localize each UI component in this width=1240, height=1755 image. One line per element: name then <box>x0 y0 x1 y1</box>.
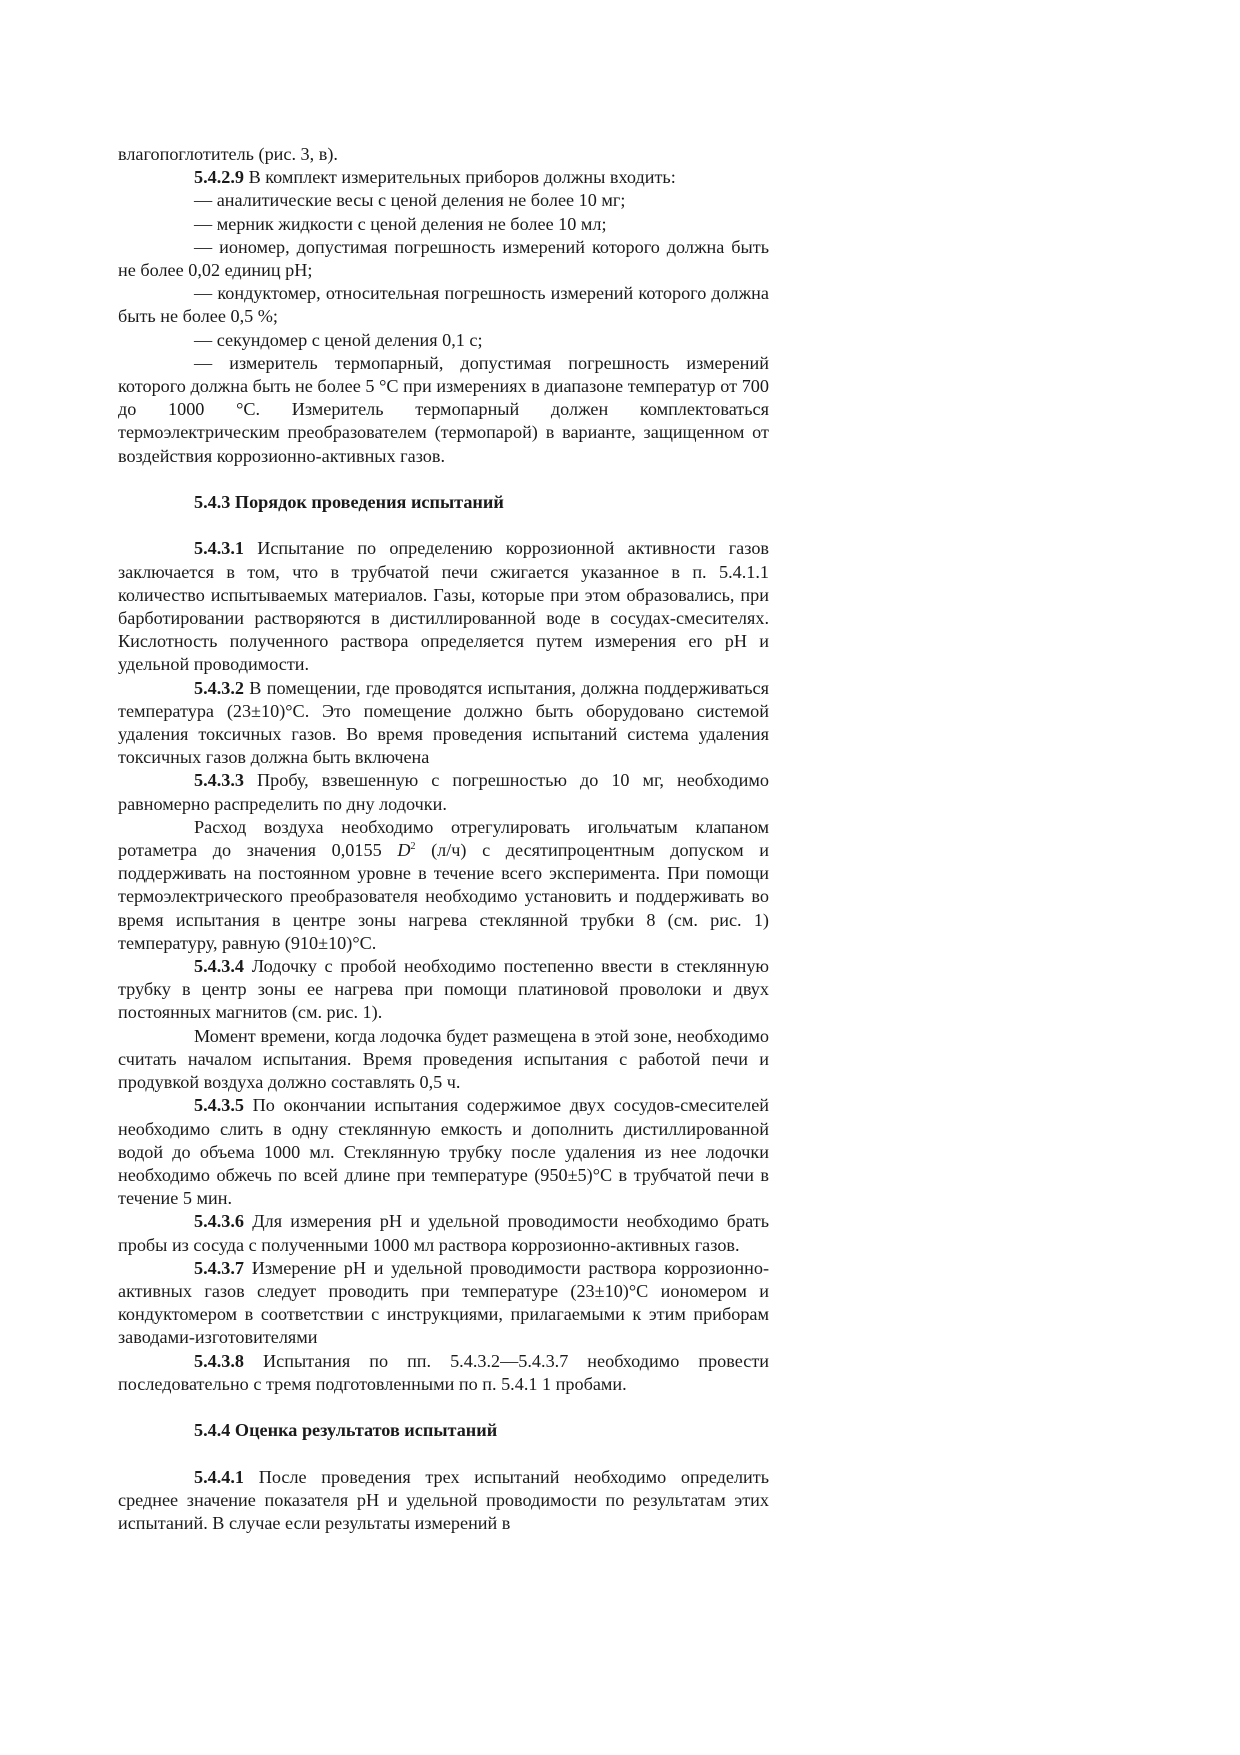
clause-text: Испытания по пп. 5.4.3.2—5.4.3.7 необходимо провести последовательно с тремя подготовленными по п. 5.4.1 1 пробами. <box>118 1350 769 1394</box>
clause-5-4-3-2 <box>118 677 769 770</box>
clause-text: По окончании испытания содержимое двух сосудов-смесителей необходимо слить в одну стеклянную емкость и дополнить дистиллированной водой до объема 1000 мл. Стеклянную трубку после удаления из нее лодочки необходимо обжечь по всей длине при температуре (950±5)°С в трубчатой печи в течение 5 мин. <box>118 1095 769 1209</box>
clause-text: Пробу, взвешенную с погрешностью до 10 мг, необходимо равномерно распределить по дну лодочки. <box>118 770 769 814</box>
clause-text: Испытание по определению коррозионной активности газов заключается в том, что в трубчатой печи сжигается указанное в п. 5.4.1.1 количество испытываемых материалов. Газы, которые при этом образовались, при барботировании растворяются в дистиллированной воде в сосудах-смесителях. Кислотность полученного раствора определяется путем измерения его pH и удельной проводимости. <box>118 538 769 675</box>
clause-5-4-3-5 <box>118 1094 769 1210</box>
clause-5-4-2-9 <box>118 166 769 189</box>
clause-5-4-3-8 <box>118 1350 769 1396</box>
clause-number: 5.4.2.9 <box>194 167 245 188</box>
clause-5-4-3-7 <box>118 1257 769 1350</box>
clause-text: Измерение pH и удельной проводимости раствора коррозионно-активных газов следует проводить при температуре (23±10)°С иономером и кондуктомером в соответствии с инструкциями, прилагаемыми к этим приборам заводами-изготовителями <box>118 1257 769 1348</box>
clause-number: 5.4.3.1 <box>194 538 245 559</box>
clause-text: Для измерения pH и удельной проводимости необходимо брать пробы из сосуда с полученными 1000 мл раствора коррозионно-активных газов. <box>118 1211 769 1255</box>
clause-number: 5.4.3.6 <box>194 1211 245 1232</box>
clause-5-4-4-1 <box>118 1466 769 1536</box>
list-item: — иономер, допустимая погрешность измерений которого должна быть не более 0,02 единиц pH; <box>118 236 769 281</box>
list-item: — секундомер с ценой деления 0,1 с; <box>194 329 483 350</box>
clause-text: В помещении, где проводятся испытания, должна поддерживаться температура (23±10)°С. Это помещение должно быть оборудовано системой удаления токсичных газов. Во время проведения испытаний система удаления токсичных газов должна быть включена <box>118 677 769 768</box>
list-item: — мерник жидкости с ценой деления не более 10 мл; <box>194 213 607 234</box>
clause-number: 5.4.3.8 <box>194 1350 245 1371</box>
intro-line: влагопоглотитель (рис. 3, в). <box>118 144 338 164</box>
list-item: — кондуктомер, относительная погрешность измерений которого должна быть не более 0,5 %; <box>118 283 769 327</box>
clause-5-4-3-6 <box>118 1210 769 1256</box>
paragraph-text: Расход воздуха необходимо отрегулировать игольчатым клапаном ротаметра до значения 0,0155 <box>118 816 769 861</box>
clause-text: После проведения трех испытаний необходимо определить среднее значение показателя pH и удельной проводимости по результатам этих испытаний. В случае если результаты измерений в <box>118 1466 769 1533</box>
formula-exponent: 2 <box>410 841 416 853</box>
paragraph-text: (л/ч) с десятипроцентным допуском и поддерживать на постоянном уровне в течение всего эксперимента. При помощи термоэлектрического преобразователя необходимо установить и поддерживать во время испытания в центре зоны нагрева стеклянной трубки 8 (см. рис. 1) температуру, равную (910±10)°С. <box>118 840 769 953</box>
document-page <box>118 143 769 1535</box>
clause-number: 5.4.3.3 <box>194 770 245 791</box>
clause-number: 5.4.4.1 <box>194 1466 245 1487</box>
list-item: — измеритель термопарный, допустимая погрешность измерений которого должна быть не более 5 °С при измерениях в диапазоне температур от 700 до 1000 °С. Измеритель термопарный должен комплектоваться термоэлектрическим преобразователем (термопарой) в варианте, защищенном от воздействия коррозионно-активных газов. <box>118 352 769 466</box>
section-heading-5-4-4: 5.4.4 Оценка результатов испытаний <box>194 1420 498 1441</box>
clause-text: В комплект измерительных приборов должны входить: <box>244 167 676 188</box>
clause-5-4-3-1 <box>118 537 769 676</box>
clause-number: 5.4.3.7 <box>194 1257 245 1278</box>
clause-number: 5.4.3.5 <box>194 1095 245 1116</box>
clause-5-4-3-3 <box>118 769 769 815</box>
list-item: — аналитические весы с ценой деления не более 10 мг; <box>194 190 626 211</box>
clause-text: Лодочку с пробой необходимо постепенно ввести в стеклянную трубку в центр зоны ее нагрева при помощи платиновой проволоки и двух постоянных магнитов (см. рис. 1). <box>118 956 769 1023</box>
moment-paragraph: Момент времени, когда лодочка будет размещена в этой зоне, необходимо считать началом испытания. Время проведения испытания с работой печи и продувкой воздуха должно составлять 0,5 ч. <box>118 1025 769 1093</box>
section-heading-5-4-3: 5.4.3 Порядок проведения испытаний <box>194 492 504 513</box>
clause-number: 5.4.3.2 <box>194 677 245 698</box>
clause-5-4-3-4 <box>118 955 769 1025</box>
air-flow-paragraph <box>118 816 769 955</box>
formula-variable: D <box>397 840 411 861</box>
clause-number: 5.4.3.4 <box>194 956 245 977</box>
